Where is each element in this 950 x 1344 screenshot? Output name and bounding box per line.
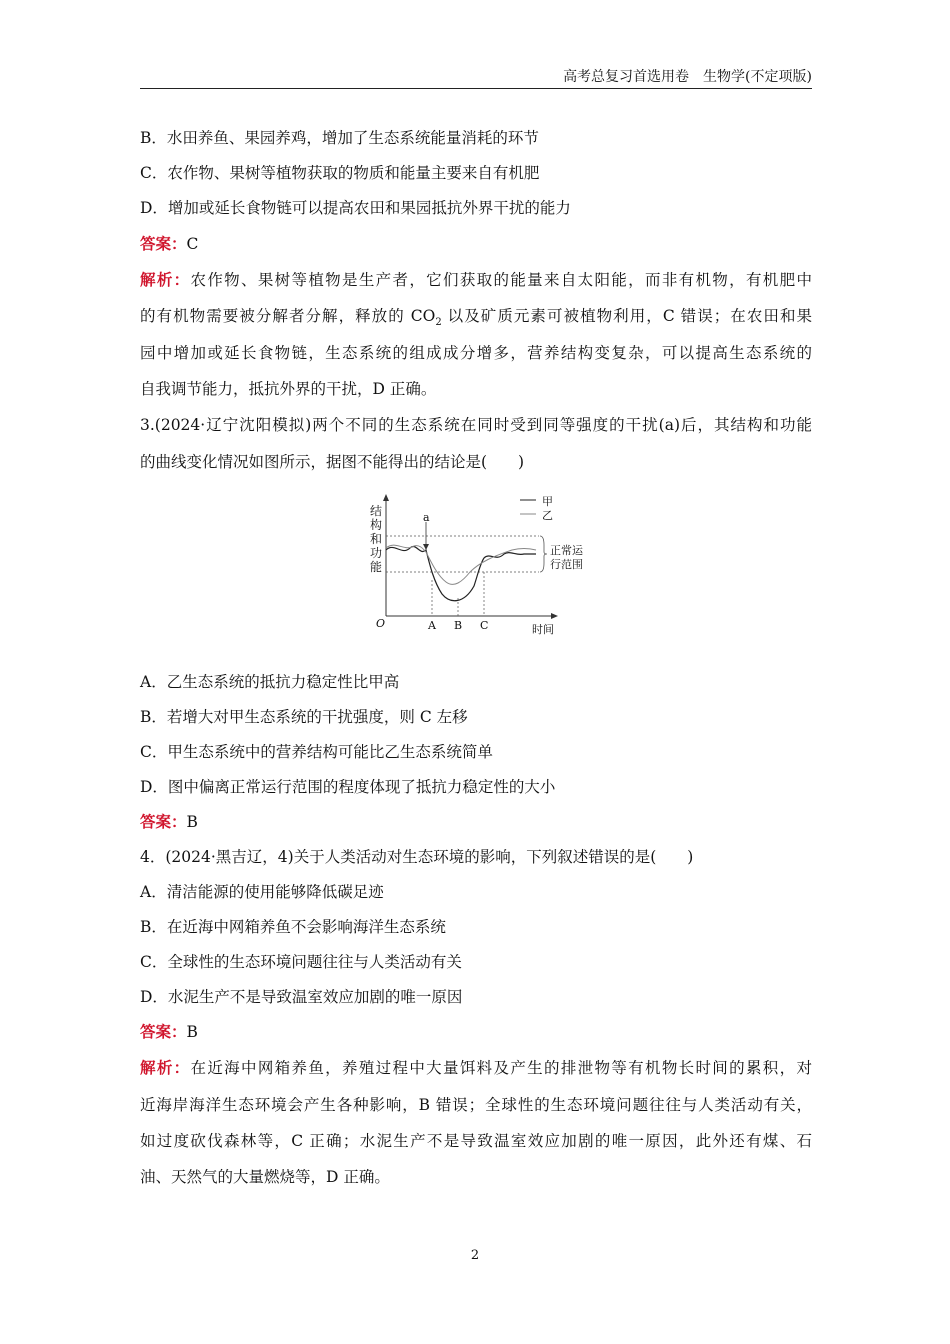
explanation-label: 解析：	[140, 1058, 191, 1077]
range-label: 正常运	[550, 544, 583, 557]
q4-explanation-line: 近海岸海洋生态环境会产生各种影响，B 错误；全球性的生态环境问题往往与人类活动有关，	[140, 1096, 812, 1114]
page-header: 高考总复习首选用卷 生物学(不定项版)	[140, 66, 812, 89]
q2-explanation-line: 园中增加或延长食物链，生态系统的组成成分增多，营养结构变复杂，可以提高生态系统的	[140, 344, 812, 362]
q3-answer	[140, 812, 812, 832]
q2-option-b: B．水田养鱼、果园养鸡，增加了生态系统能量消耗的环节	[140, 129, 539, 147]
explanation-text: 的有机物需要被分解者分解，释放的 CO	[140, 307, 436, 325]
q4-answer	[140, 1022, 812, 1042]
subscript: 2	[435, 317, 442, 329]
answer-value: B	[186, 1023, 198, 1041]
stability-curve-figure	[364, 490, 594, 640]
explanation-text: 在近海中网箱养鱼，养殖过程中大量饵料及产生的排泄物等有机物长时间的累积，对	[190, 1059, 812, 1077]
q3-stem: 3.(2024·辽宁沈阳模拟)两个不同的生态系统在同时受到同等强度的干扰(a)后，其结构和功能	[140, 416, 812, 434]
curve-yi	[386, 545, 536, 584]
tick-c: C	[480, 619, 489, 632]
page-number: 2	[470, 1248, 480, 1263]
explanation-text: 农作物、果树等植物是生产者，它们获取的能量来自太阳能，而非有机物，有机肥中	[190, 271, 812, 289]
explanation-text: 以及矿质元素可被植物利用，C 错误；在农田和果	[441, 307, 812, 325]
range-label: 行范围	[550, 558, 583, 571]
q4-explanation-line	[140, 1058, 812, 1078]
curve-jia	[386, 546, 536, 600]
q3-option-c: C．甲生态系统中的营养结构可能比乙生态系统简单	[140, 743, 493, 761]
q4-explanation-line: 油、天然气的大量燃烧等，D 正确。	[140, 1168, 390, 1186]
answer-value: C	[186, 235, 199, 253]
q2-explanation-line: 自我调节能力，抵抗外界的干扰，D 正确。	[140, 380, 437, 398]
q2-explanation-line	[140, 306, 812, 333]
q3-option-b: B．若增大对甲生态系统的干扰强度，则 C 左移	[140, 708, 468, 726]
arrow-label-a: a	[423, 511, 430, 524]
answer-value: B	[186, 813, 198, 831]
tick-b: B	[454, 619, 463, 632]
q4-option-a: A．清洁能源的使用能够降低碳足迹	[140, 883, 384, 901]
q4-explanation-line: 如过度砍伐森林等，C 正确；水泥生产不是导致温室效应加剧的唯一原因，此外还有煤、石	[140, 1132, 812, 1150]
y-axis-label: 结构和功能	[369, 504, 382, 574]
q4-option-b: B．在近海中网箱养鱼不会影响海洋生态系统	[140, 918, 446, 936]
q2-answer	[140, 234, 812, 254]
q2-option-d: D．增加或延长食物链可以提高农田和果园抵抗外界干扰的能力	[140, 199, 571, 217]
answer-label: 答案：	[140, 1022, 187, 1041]
x-axis-label: 时间	[532, 623, 554, 636]
q3-stem: 的曲线变化情况如图所示，据图不能得出的结论是( )	[140, 453, 525, 471]
q2-option-c: C．农作物、果树等植物获取的物质和能量主要来自有机肥	[140, 164, 540, 182]
legend-jia: 甲	[542, 495, 553, 508]
q3-option-a: A．乙生态系统的抵抗力稳定性比甲高	[140, 673, 400, 691]
answer-label: 答案：	[140, 234, 187, 253]
tick-a: A	[428, 619, 436, 632]
q4-stem: 4．(2024·黑吉辽，4)关于人类活动对生态环境的影响，下列叙述错误的是( )	[140, 848, 694, 866]
answer-label: 答案：	[140, 812, 187, 831]
explanation-label: 解析：	[140, 270, 191, 289]
q4-option-d: D．水泥生产不是导致温室效应加剧的唯一原因	[140, 988, 463, 1006]
q3-option-d: D．图中偏离正常运行范围的程度体现了抵抗力稳定性的大小	[140, 778, 556, 796]
legend-yi: 乙	[542, 509, 553, 522]
q2-explanation-line	[140, 270, 812, 290]
origin-label: O	[376, 617, 386, 630]
q4-option-c: C．全球性的生态环境问题往往与人类活动有关	[140, 953, 462, 971]
